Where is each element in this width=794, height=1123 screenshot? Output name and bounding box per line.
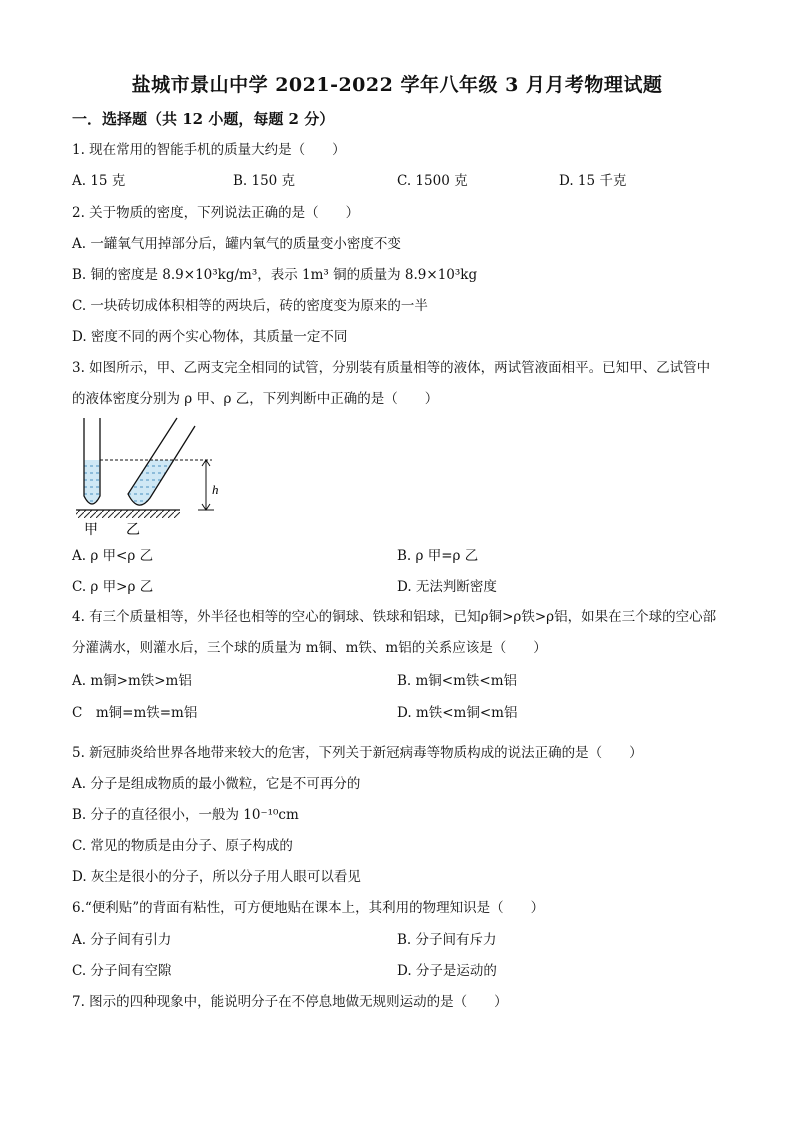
question-1-option-d: D. 15 千克 [559, 173, 627, 189]
question-6-option-a: A. 分子间有引力 [72, 932, 172, 948]
test-tube-figure [72, 416, 222, 538]
question-5-option-d: D. 灰尘是很小的分子，所以分子用人眼可以看见 [72, 869, 361, 885]
question-3-option-a: A. ρ 甲<ρ 乙 [72, 548, 154, 564]
ground-hatch [76, 510, 180, 518]
height-label: h [212, 482, 219, 497]
question-4-option-c: C m铜=m铁=m铝 [72, 705, 198, 721]
question-6-option-d: D. 分子是运动的 [397, 963, 497, 979]
tube-yi-label: 乙 [126, 522, 140, 538]
question-1-stem: 1. 现在常用的智能手机的质量大约是（ ） [72, 142, 346, 158]
question-5-option-b: B. 分子的直径很小，一般为 10⁻¹⁰cm [72, 807, 299, 823]
question-5-option-c: C. 常见的物质是由分子、原子构成的 [72, 838, 293, 854]
question-3-stem: 3. 如图所示，甲、乙两支完全相同的试管，分别装有质量相等的液体，两试管液面相平。已知甲、乙试管中的液体密度分别为 ρ 甲、ρ 乙，下列判断中正确的是（ ） [72, 360, 711, 407]
question-3-option-b: B. ρ 甲=ρ 乙 [397, 548, 479, 564]
question-6-option-c: C. 分子间有空隙 [72, 963, 172, 979]
question-4-option-b: B. m铜<m铁<m铝 [397, 673, 518, 689]
question-6-option-b: B. 分子间有斥力 [397, 932, 497, 948]
question-2-option-d: D. 密度不同的两个实心物体，其质量一定不同 [72, 329, 348, 345]
question-2-stem: 2. 关于物质的密度，下列说法正确的是（ ） [72, 205, 360, 221]
question-1-option-c: C. 1500 克 [397, 173, 468, 189]
question-2-option-b: B. 铜的密度是 8.9×10³kg/m³，表示 1m³ 铜的质量为 8.9×10³kg [72, 267, 478, 283]
page-title: 盐城市景山中学 2021-2022 学年八年级 3 月月考物理试题 [131, 74, 663, 96]
section-heading: 一．选择题（共 12 小题，每题 2 分） [72, 110, 335, 128]
question-5-stem: 5. 新冠肺炎给世界各地带来较大的危害，下列关于新冠病毒等物质构成的说法正确的是（ ） [72, 745, 643, 761]
question-4-option-a: A. m铜>m铁>m铝 [72, 673, 192, 689]
question-6-stem: 6.“便利贴”的背面有粘性，可方便地贴在课本上，其利用的物理知识是（ ） [72, 900, 545, 916]
question-5-option-a: A. 分子是组成物质的最小微粒，它是不可再分的 [72, 776, 361, 792]
question-1-option-b: B. 150 克 [233, 173, 296, 189]
question-1-option-a: A. 15 克 [72, 173, 126, 189]
question-4-stem: 4. 有三个质量相等，外半径也相等的空心的铜球、铁球和铝球，已知ρ铜>ρ铁>ρ铝，如果在三个球的空心部分灌满水，则灌水后，三个球的质量为 m铜、m铁、m铝的关系应该是（ ） [72, 609, 717, 656]
question-2-option-c: C. 一块砖切成体积相等的两块后，砖的密度变为原来的一半 [72, 298, 428, 314]
question-7-stem: 7. 图示的四种现象中，能说明分子在不停息地做无规则运动的是（ ） [72, 994, 508, 1010]
question-2-option-a: A. 一罐氧气用掉部分后，罐内氧气的质量变小密度不变 [72, 236, 401, 252]
question-3-option-c: C. ρ 甲>ρ 乙 [72, 579, 154, 595]
question-3-option-d: D. 无法判断密度 [397, 579, 497, 595]
tube-jia-label: 甲 [84, 522, 98, 538]
question-4-option-d: D. m铁<m铜<m铝 [397, 705, 518, 721]
